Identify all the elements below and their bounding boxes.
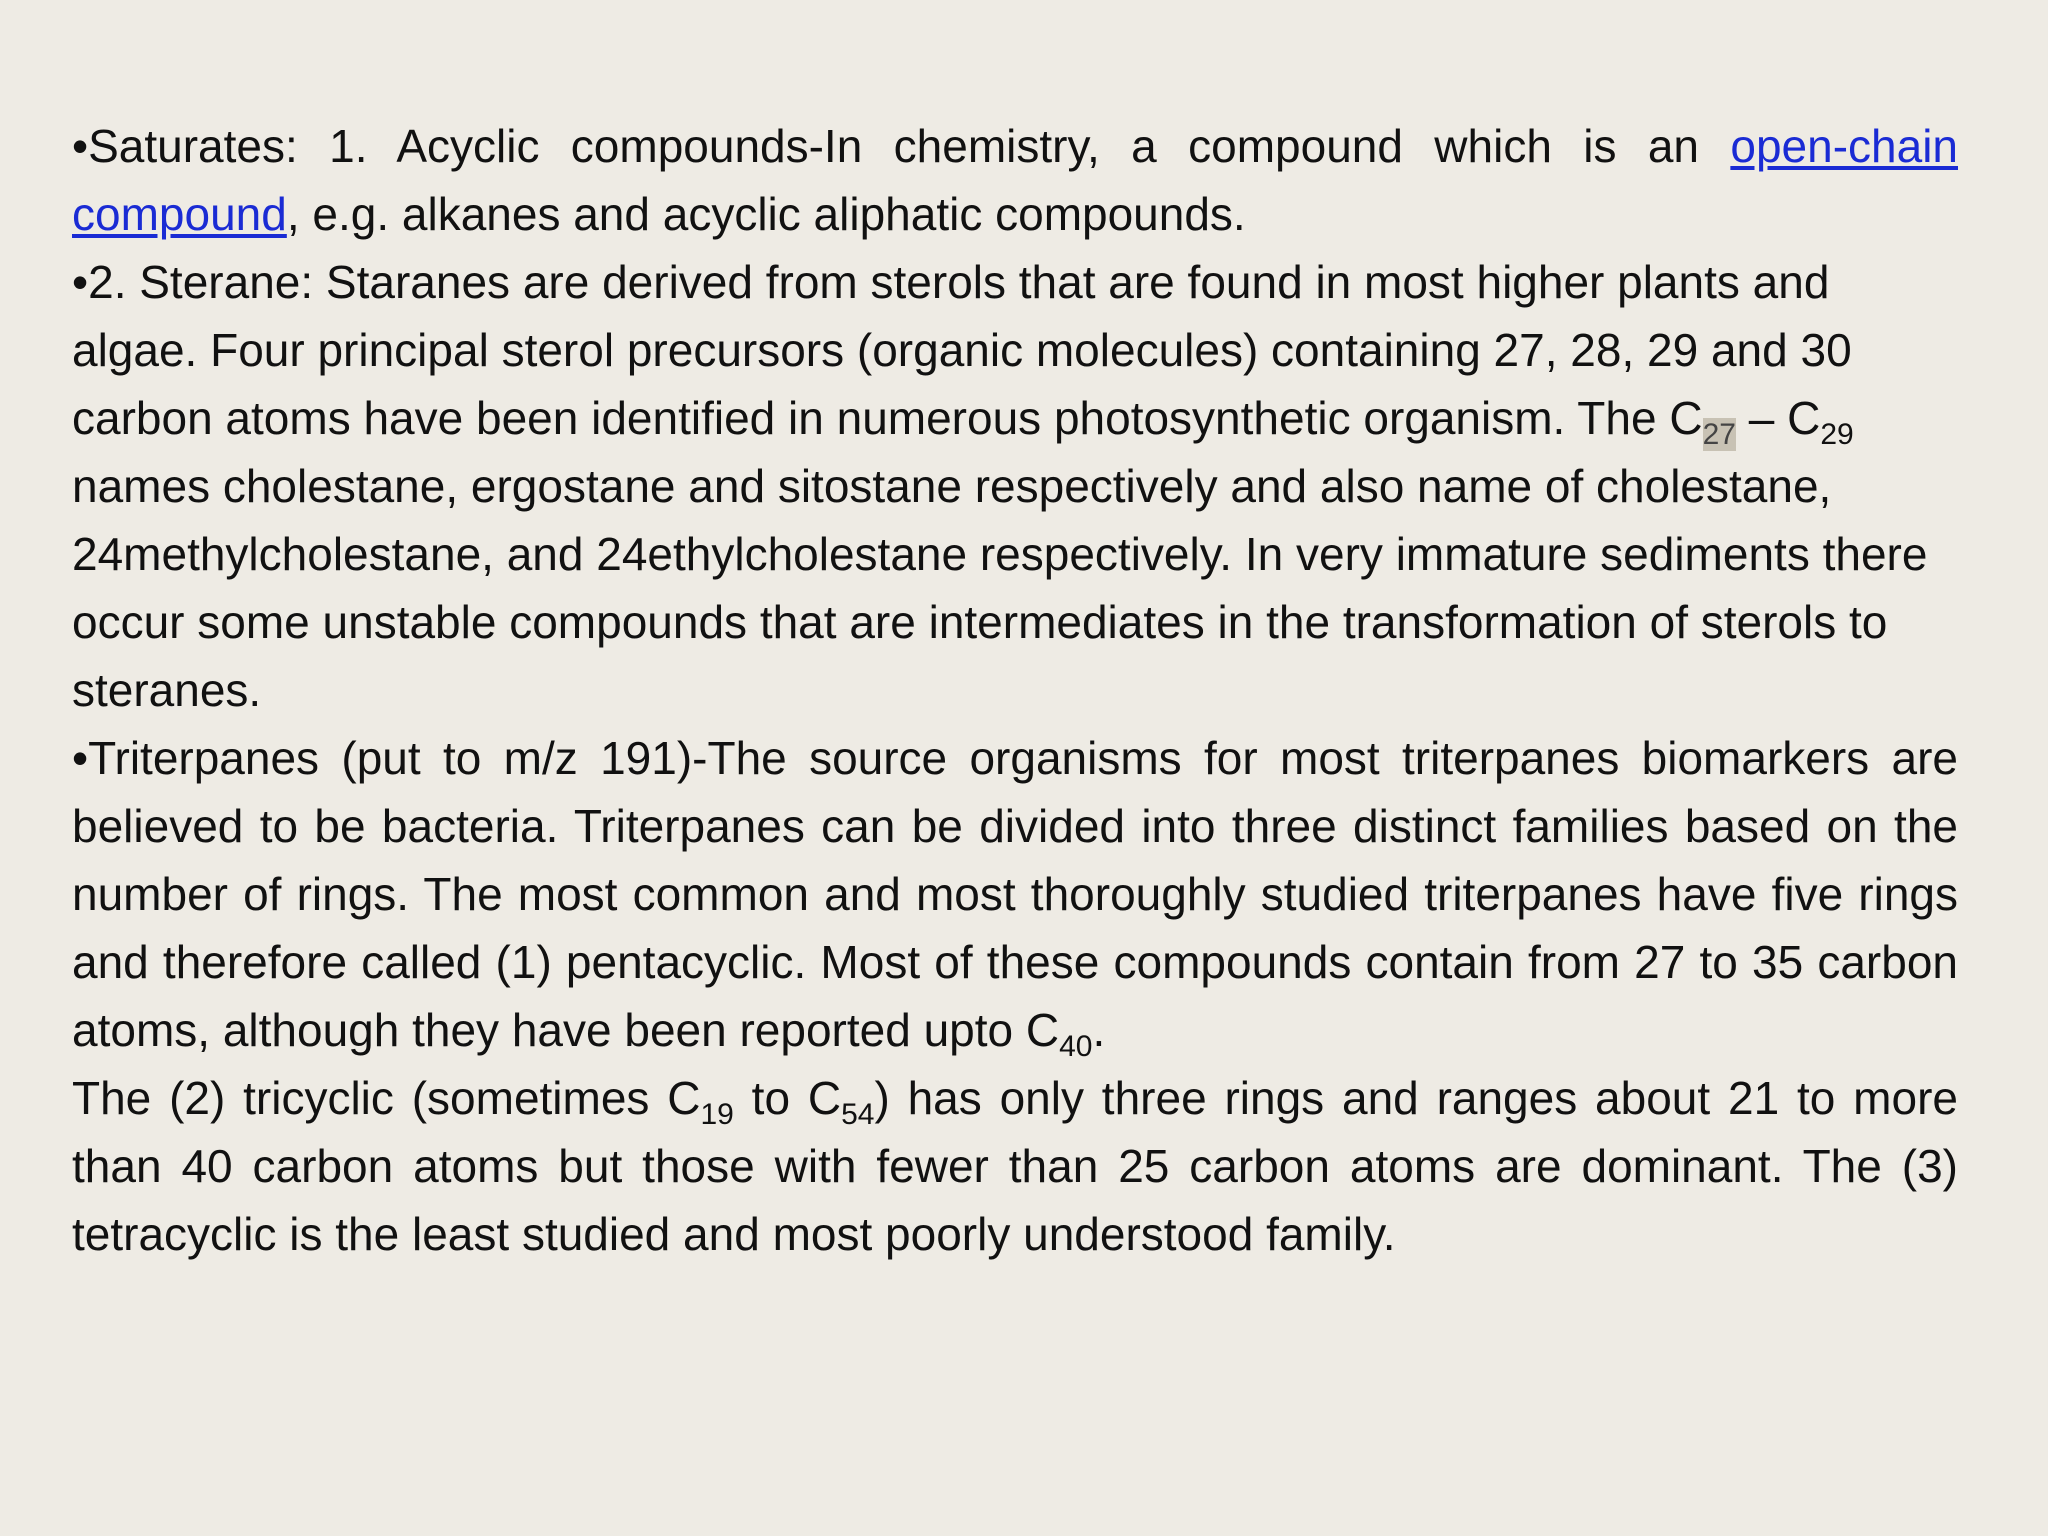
tricyclic-text-end: ) has only three rings and ranges about 21 to more than 40 carbon atoms but those with fewer than 25 carbon atoms are dominant. The (3) tetracyclic is the least studied and most poorly understood family. xyxy=(72,1072,1958,1260)
paragraph-tricyclic xyxy=(72,1064,1958,1268)
paragraph-sterane xyxy=(72,248,1958,724)
sterane-text: •2. Sterane: Staranes are derived from sterols that are found in most higher plants and algae. Four principal sterol precursors (organic molecules) containing 27, 28, 29 and 30 carbon atoms have been identified in numerous photosynthetic organism. The C xyxy=(72,256,1852,444)
sterane-text-dash: – C xyxy=(1735,392,1821,444)
sterane-text-end: names cholestane, ergostane and sitostane respectively and also name of cholestane, 24methylcholestane, and 24ethylcholestane respectively. In very immature sediments there occur some unstable compounds that are intermediates in the transformation of sterols to steranes. xyxy=(72,460,1928,716)
triterpanes-text: •Triterpanes (put to m/z 191)-The source organisms for most triterpanes biomarkers are believed to be bacteria. Triterpanes can be divided into three distinct families based on the number of rings. The most common and most thoroughly studied triterpanes have five rings and therefore called (1) pentacyclic. Most of these compounds contain from 27 to 35 carbon atoms, although they have been reported upto C xyxy=(72,732,1958,1056)
open-chain-compound-link[interactable]: open-chain compound xyxy=(72,120,1958,240)
saturates-text-end: , e.g. alkanes and acyclic aliphatic compounds. xyxy=(286,188,1246,240)
subscript-40: 40 xyxy=(1059,1030,1093,1063)
subscript-27: 27 xyxy=(1702,418,1736,451)
subscript-54: 54 xyxy=(841,1098,875,1131)
saturates-text: •Saturates: 1. Acyclic compounds-In chemistry, a compound which is an xyxy=(72,120,1731,172)
paragraph-saturates xyxy=(72,112,1958,248)
paragraph-triterpanes xyxy=(72,724,1958,1064)
subscript-19: 19 xyxy=(700,1098,734,1131)
tricyclic-text-to: to C xyxy=(733,1072,842,1124)
slide-body xyxy=(72,112,1958,1268)
triterpanes-text-end: . xyxy=(1092,1004,1106,1056)
tricyclic-text: The (2) tricyclic (sometimes C xyxy=(72,1072,701,1124)
subscript-29: 29 xyxy=(1820,418,1854,451)
